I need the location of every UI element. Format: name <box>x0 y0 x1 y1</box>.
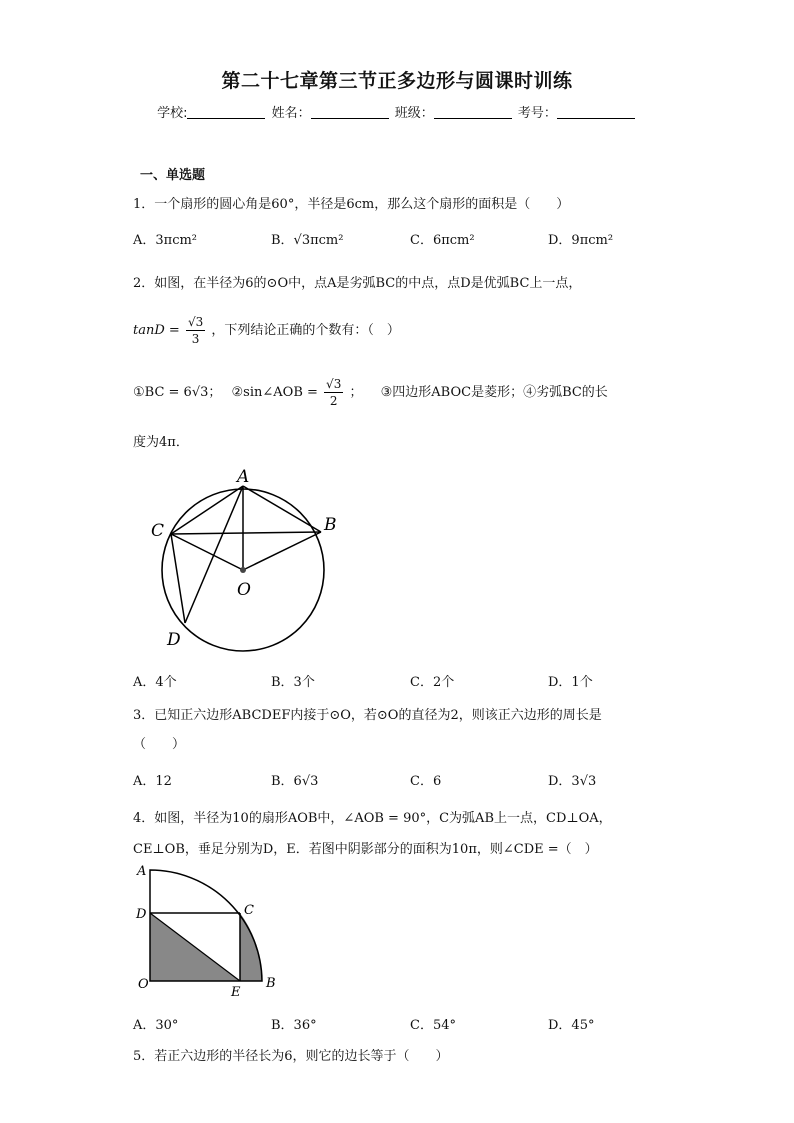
label-o: O <box>237 580 251 600</box>
option-a[interactable]: A．30° <box>133 1018 179 1033</box>
label-a: A <box>137 864 147 879</box>
option-b[interactable]: B．6√3 <box>271 774 319 789</box>
label-e: E <box>231 985 241 1000</box>
label-c: C <box>151 521 165 541</box>
question-2-line-3: ①BC = 6√3； ②sin∠AOB = $\frac{√3}{2}$ ； ③四边形ABOC是菱形；④劣弧BC的长 <box>133 377 608 408</box>
option-d[interactable]: D．9πcm² <box>548 233 614 248</box>
option-b[interactable]: B．36° <box>271 1018 317 1033</box>
option-b[interactable]: B．√3πcm² <box>271 233 344 248</box>
question-3-line-2: （ ） <box>133 737 186 752</box>
option-d[interactable]: D．1个 <box>548 675 593 690</box>
option-c[interactable]: C．2个 <box>410 675 455 690</box>
section-title: 一、单选题 <box>140 168 206 183</box>
name-field[interactable]: 姓名： <box>272 102 391 121</box>
label-d: D <box>167 630 181 650</box>
option-a[interactable]: A．4个 <box>133 675 177 690</box>
label-a: A <box>237 467 250 487</box>
sector-figure <box>130 860 290 1000</box>
question-4-line-2: CE⊥OB，垂足分别为D，E．若图中阴影部分的面积为10π，则∠CDE =（ ） <box>133 842 598 857</box>
question-3-line-1: 3．已知正六边形ABCDEF内接于⊙O，若⊙O的直径为2，则该正六边形的周长是 <box>133 708 602 723</box>
page-title: 第二十七章第三节正多边形与圆课时训练 <box>221 70 573 92</box>
shaded-region-right <box>240 913 262 981</box>
option-b[interactable]: B．3个 <box>271 675 315 690</box>
student-info-row <box>0 102 794 121</box>
option-a[interactable]: A．3πcm² <box>133 233 198 248</box>
label-c: C <box>244 903 254 918</box>
exam-number-field[interactable]: 考号： <box>518 102 637 121</box>
label-b: B <box>266 976 276 991</box>
question-2-line-1: 2．如图，在半径为6的⊙O中，点A是劣弧BC的中点，点D是优弧BC上一点， <box>133 276 582 291</box>
option-c[interactable]: C．54° <box>410 1018 456 1033</box>
option-c[interactable]: C．6 <box>410 774 442 789</box>
label-b: B <box>324 515 337 535</box>
fraction: $\frac{√3}{3}$ <box>187 315 204 346</box>
question-2-line-2: tanD = $\frac{√3}{3}$ ，下列结论正确的个数有：（ ） <box>133 315 400 346</box>
segment-bc <box>171 532 321 534</box>
fraction: $\frac{√3}{2}$ <box>326 377 342 408</box>
option-c[interactable]: C．6πcm² <box>410 233 475 248</box>
question-5: 5．若正六边形的半径长为6，则它的边长等于（ ） <box>133 1049 449 1064</box>
label-o: O <box>138 977 149 992</box>
label-d: D <box>136 907 147 922</box>
segment-co <box>171 534 243 570</box>
circle-figure <box>140 458 360 658</box>
question-1: 1．一个扇形的圆心角是60°，半径是6cm，那么这个扇形的面积是（ ） <box>133 197 570 212</box>
option-d[interactable]: D．3√3 <box>548 774 597 789</box>
option-d[interactable]: D．45° <box>548 1018 595 1033</box>
class-field[interactable]: 班级： <box>395 102 514 121</box>
segment-bo <box>243 532 321 570</box>
option-a[interactable]: A．12 <box>133 774 172 789</box>
segment-ab <box>243 486 321 532</box>
center-point <box>240 567 246 573</box>
school-field[interactable]: 学校: <box>157 102 267 121</box>
question-2-line-4: 度为4π． <box>133 435 189 450</box>
question-4-line-1: 4．如图，半径为10的扇形AOB中，∠AOB = 90°，C为弧AB上一点，CD⊥OA， <box>133 811 612 826</box>
